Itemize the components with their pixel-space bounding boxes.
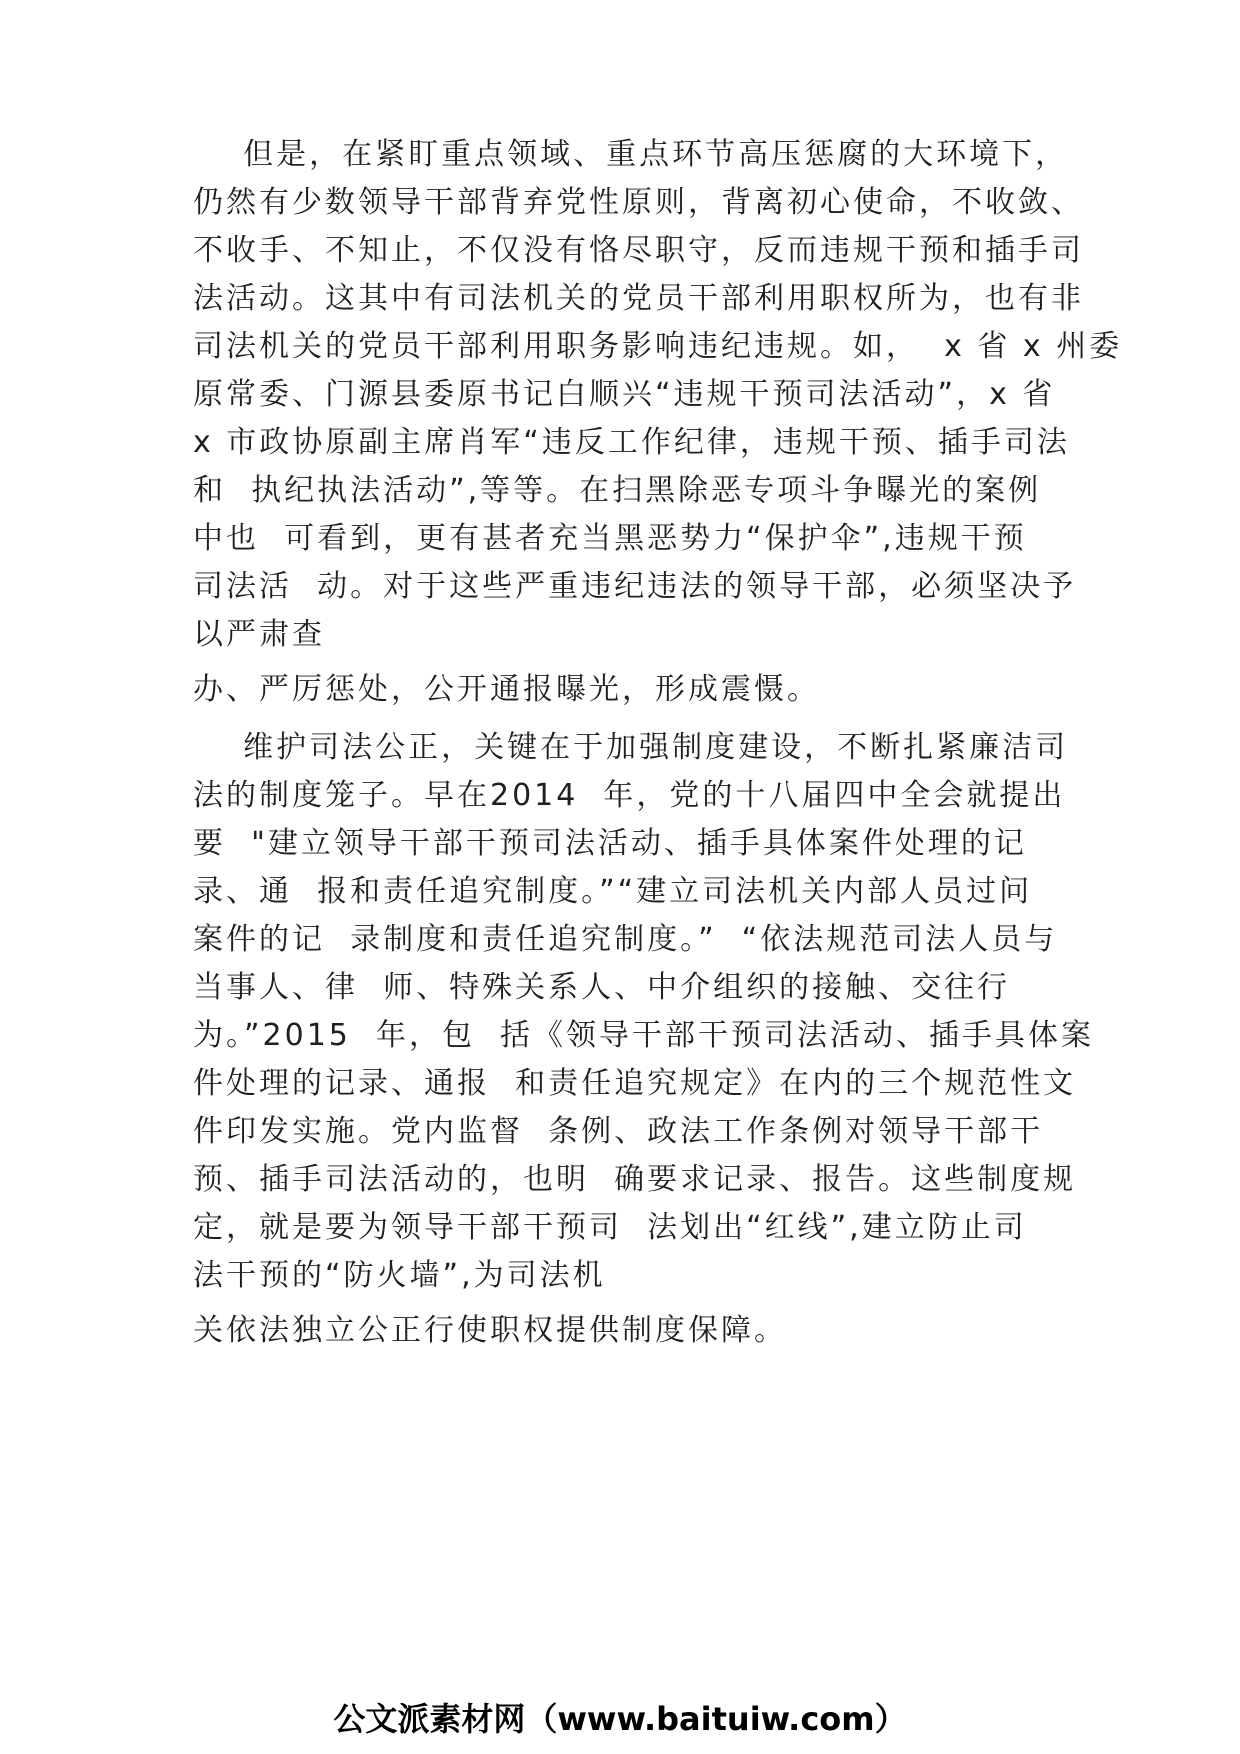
paragraph-line: 录、通 报和责任追究制度。”“建立司法机关内部人员过问 xyxy=(193,874,1033,909)
paragraph-line: 办、严厉惩处，公开通报曝光，形成震慑。 xyxy=(193,672,820,707)
paragraph-line: 关依法独立公正行使职权提供制度保障。 xyxy=(193,1313,787,1348)
paragraph-line: 要 "建立领导干部干预司法活动、插手具体案件处理的记 xyxy=(193,826,1027,861)
paragraph-line: 中也 可看到，更有甚者充当黑恶势力“保护伞”,违规干预 xyxy=(193,521,1027,556)
paragraph-line: 预、插手司法活动的，也明 确要求记录、报告。这些制度规 xyxy=(193,1162,1077,1197)
paragraph-line: 件印发实施。党内监督 条例、政法工作条例对领导干部干 xyxy=(193,1114,1044,1149)
paragraph-line: 但是，在紧盯重点领域、重点环节高压惩腐的大环境下， xyxy=(193,137,1069,172)
paragraph-line: 不收手、不知止，不仅没有恪尽职守，反而违规干预和插手司 xyxy=(193,233,1084,268)
paragraph-line: 件处理的记录、通报 和责任追究规定》在内的三个规范性文 xyxy=(193,1066,1077,1101)
paragraph-line: 司法机关的党员干部利用职务影响违纪违规。如， x 省 x 州委 xyxy=(193,329,1123,364)
paragraph-line: 定，就是要为领导干部干预司 法划出“红线”,建立防止司 xyxy=(193,1210,1027,1245)
paragraph-line: 法干预的“防火墙”,为司法机 xyxy=(193,1258,606,1293)
paragraph-line: 以严肃查 xyxy=(193,617,325,652)
paragraph-line: 为。”2015 年，包 括《领导干部干预司法活动、插手具体案 xyxy=(193,1018,1095,1053)
paragraph-line: 法的制度笼子。早在2014 年，党的十八届四中全会就提出 xyxy=(193,778,1066,813)
paragraph-line: 和 执纪执法活动”,等等。在扫黑除恶专项斗争曝光的案例 xyxy=(193,473,1042,508)
paragraph-line: 维护司法公正，关键在于加强制度建设，不断扎紧廉洁司 xyxy=(193,730,1069,765)
paragraph-line: 原常委、门源县委原书记白顺兴“违规干预司法活动”，x 省 xyxy=(193,377,1056,412)
paragraph-line: 仍然有少数领导干部背弃党性原则，背离初心使命，不收敛、 xyxy=(193,185,1084,220)
paragraph-line: 当事人、律 师、特殊关系人、中介组织的接触、交往行 xyxy=(193,970,1011,1005)
paragraph-line: 司法活 动。对于这些严重违纪违法的领导干部，必须坚决予 xyxy=(193,569,1077,604)
paragraph-line: 法活动。这其中有司法机关的党员干部利用职权所为，也有非 xyxy=(193,281,1084,316)
paragraph-line: 案件的记 录制度和责任追究制度。” “依法规范司法人员与 xyxy=(193,922,1058,957)
footer-source-link[interactable]: 公文派素材网（www.baituiw.com） xyxy=(333,1700,907,1738)
paragraph-line: x 市政协原副主席肖军“违反工作纪律，违规干预、插手司法 xyxy=(193,425,1070,460)
